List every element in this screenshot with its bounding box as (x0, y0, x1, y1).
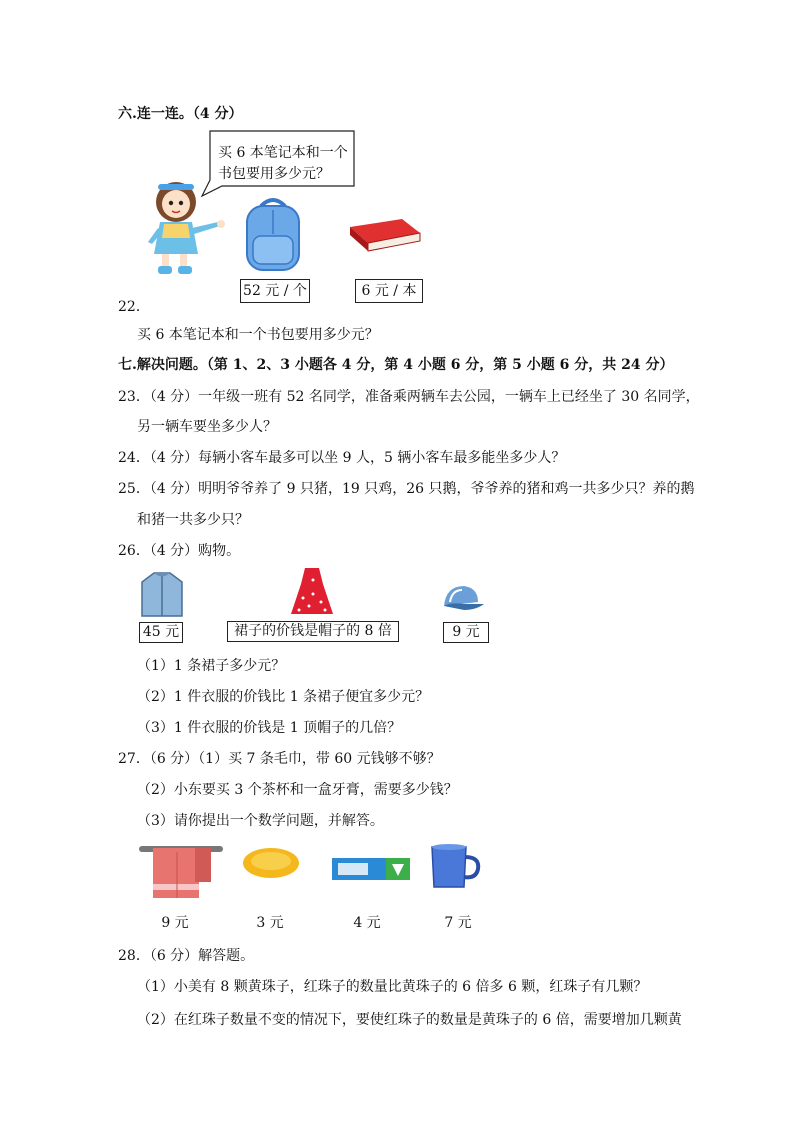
q26-sub-1: （1）1 条裙子多少元？ (137, 658, 286, 674)
q25-line-1: 25．（4 分）明明爷爷养了 9 只猪，19 只鸡，26 只鹅，爷爷养的猪和鸡一共多少只？养的鹅 (118, 481, 695, 497)
q25-line-2: 和猪一共多少只？ (137, 512, 249, 528)
q28-sub-1: （1）小美有 8 颗黄珠子，红珠子的数量比黄珠子的 6 倍多 6 颗，红珠子有几颗？ (137, 979, 648, 995)
section6-heading: 六.连一连。（4 分） (118, 106, 243, 122)
section7-heading: 七.解决问题。（第 1、2、3 小题各 4 分，第 4 小题 6 分，第 5 小题 6 分，共 24 分） (118, 357, 674, 373)
q24-line-1: 24．（4 分）每辆小客车最多可以坐 9 人，5 辆小客车最多能坐多少人？ (118, 450, 566, 466)
cup-price: 7 元 (444, 915, 472, 931)
q27-sub-2: （2）小东要买 3 个茶杯和一盒牙膏，需要多少钱？ (137, 782, 458, 798)
bubble-line-1: 买 6 本笔记本和一个 (218, 145, 348, 161)
toothpaste-price: 4 元 (353, 915, 381, 931)
q28-line-1: 28．（6 分）解答题。 (118, 948, 255, 964)
soap-price: 3 元 (256, 915, 284, 931)
q26-sub-2: （2）1 件衣服的价钱比 1 条裙子便宜多少元？ (137, 689, 430, 705)
q28-sub-2: （2）在红珠子数量不变的情况下，要使红珠子的数量是黄珠子的 6 倍，需要增加几颗黄 (137, 1012, 682, 1028)
jacket-image (140, 570, 184, 618)
towel-price: 9 元 (161, 915, 189, 931)
q27-line-1: 27．（6 分）（1）买 7 条毛巾，带 60 元钱够不够？ (118, 751, 441, 767)
q27-sub-3: （3）请你提出一个数学问题，并解答。 (137, 813, 384, 829)
cup-image (428, 843, 482, 889)
cap-price-label: 9 元 (443, 622, 489, 643)
backpack-image (241, 196, 305, 272)
q22-number: 22． (118, 299, 150, 315)
bag-price-label: 52 元 / 个 (240, 279, 310, 303)
q23-line-2: 另一辆车要坐多少人？ (137, 419, 277, 435)
bubble-line-2: 书包要用多少元？ (218, 166, 330, 182)
q26-line-1: 26．（4 分）购物。 (118, 543, 241, 559)
jacket-price-label: 45 元 (139, 622, 183, 643)
cap-image (440, 582, 486, 614)
dress-image (289, 566, 335, 616)
soap-image (241, 846, 301, 880)
towel-image (137, 842, 225, 900)
toothpaste-image (330, 854, 412, 884)
q26-sub-3: （3）1 件衣服的价钱是 1 顶帽子的几倍？ (137, 720, 402, 736)
q23-line-1: 23．（4 分）一年级一班有 52 名同学，准备乘两辆车去公园，一辆车上已经坐了 30 名同学， (118, 389, 700, 405)
q22-question: 买 6 本笔记本和一个书包要用多少元？ (137, 327, 379, 343)
notebook-image (344, 215, 424, 255)
notebook-price-label: 6 元 / 本 (355, 279, 423, 303)
girl-illustration (146, 178, 242, 278)
dress-note-label: 裙子的价钱是帽子的 8 倍 (227, 621, 399, 642)
